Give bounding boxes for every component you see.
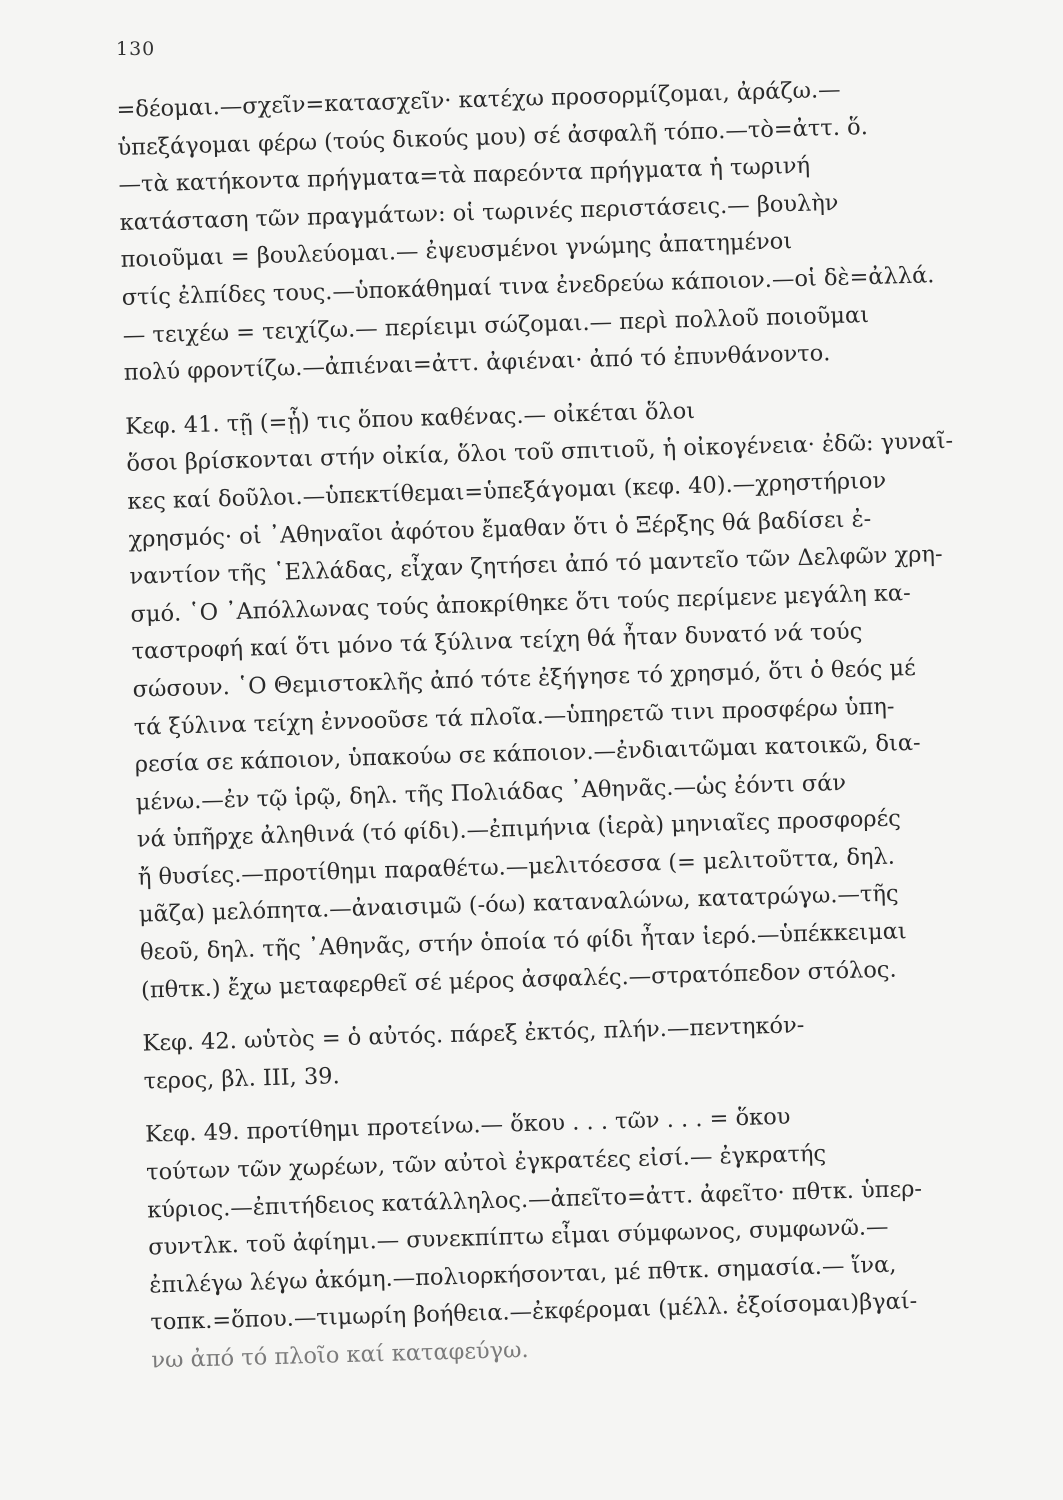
page-number: 130 — [116, 38, 156, 60]
text-line: στίς ἐλπίδες τους.—ὑποκάθημαί τινα ἐνεδρεύω κάποιον.—οἱ δὲ=ἀλλά. — [121, 262, 935, 311]
text-line: ρεσία σε κάποιον, ὑπακούω σε κάποιον.—ἐνδιαιτῶμαι κατοικῶ, δια- — [134, 729, 921, 778]
text-line: μένω.—ἐν τῷ ἱρῷ, δηλ. τῆς Πολιάδας ᾿Αθηνᾶς.—ὡς ἐόντι σάν — [135, 769, 847, 816]
text-line: ναντίον τῆς ῾Ελλάδας, εἶχαν ζητήσει ἀπό τό μαντεῖο τῶν Δελφῶν χρη- — [129, 541, 943, 590]
text-line: τά ξύλινα τείχη ἐννοοῦσε τά πλοῖα.—ὑπηρετῶ τινι προσφέρω ὑπη- — [133, 693, 895, 741]
text-line: σμό. ῾Ο ᾿Απόλλωνας τούς ἀποκρίθηκε ὅτι τούς περίμενε μεγάλη κα- — [130, 579, 911, 628]
text-line: ἐπιλέγω λέγω ἀκόμη.—πολιορκήσονται, μέ πθτκ. σημασία.— ἵνα, — [148, 1251, 897, 1299]
text-line: =δέομαι.—σχεῖν=κατασχεῖν· κατέχω προσορμίζομαι, ἀράζω.— — [116, 76, 841, 123]
text-line: τούτων τῶν χωρέων, τῶν αὐτοὶ ἐγκρατέες εἰσί.— ἐγκρατής — [145, 1140, 827, 1186]
text-line: μᾶζα) μελόπητα.—ἀναισιμῶ (-όω) καταναλώνω, κατατρώγω.—τῆς — [138, 880, 899, 929]
text-line: χρησμός· οἱ ᾿Αθηναῖοι ἀφότου ἔμαθαν ὅτι ὁ Ξέρξης θά βαδίσει ἐ- — [128, 505, 872, 553]
chapter-41-heading-line: Κεφ. 41. τῇ (=ᾗ) τις ὅπου καθένας.— οἰκέται ὅλοι — [124, 397, 696, 440]
text-line: — τειχέω = τειχίζω.— περίειμι σώζομαι.— περὶ πολλοῦ ποιοῦμαι — [122, 301, 870, 349]
text-line: τοπκ.=ὅπου.—τιμωρίη βοήθεια.—ἐκφέρομαι (μέλλ. ἐξοίσομαι)βγαί- — [150, 1288, 918, 1336]
chapter-49-heading-line: Κεφ. 49. προτίθημι προτείνω.— ὅκου . . . τῶν . . . = ὅκου — [144, 1104, 791, 1149]
text-line: θεοῦ, δηλ. τῆς ᾿Αθηνᾶς, στήν ὁποία τό φίδι ἦταν ἱερό.—ὑπέκκειμαι — [139, 918, 908, 966]
text-line: συντλκ. τοῦ ἀφίημι.— συνεκπίπτω εἶμαι σύμφωνος, συμφωνῶ.— — [147, 1214, 889, 1261]
text-line: —τὰ κατήκοντα πρήγματα=τὰ παρεόντα πρήγματα ἡ τωρινή — [118, 152, 811, 199]
text-line: νω ἀπό τό πλοῖο καί καταφεύγω. — [151, 1336, 529, 1374]
text-line: ὅσοι βρίσκονται στήν οἰκία, ὅλοι τοῦ σπιτιοῦ, ἡ οἰκογένεια· ἐδῶ: γυναῖ- — [126, 428, 954, 478]
text-line: κατάσταση τῶν πραγμάτων: οἱ τωρινές περιστάσεις.— βουλὴν — [119, 189, 839, 236]
commentary-text — [116, 67, 1036, 1380]
text-line: ποιοῦμαι = βουλεύομαι.— ἐψευσμένοι γνώμης ἀπατημένοι — [120, 228, 793, 274]
text-line: πολύ φροντίζω.—ἀπιέναι=ἀττ. ἀφιέναι· ἀπό τό ἐπυνθάνοντο. — [123, 340, 831, 387]
text-line: ὑπεξάγομαι φέρω (τούς δικούς μου) σέ ἀσφαλῆ τόπο.—τὸ=ἀττ. ὅ. — [117, 113, 869, 161]
text-line: (πθτκ.) ἔχω μεταφερθεῖ σέ μέρος ἀσφαλές.—στρατόπεδον στόλος. — [140, 956, 897, 1004]
text-line: τερος, βλ. ΙΙΙ, 39. — [143, 1062, 341, 1095]
text-line: κύριος.—ἐπιτήδειος κατάλληλος.—ἀπεῖτο=ἀττ. ἀφεῖτο· πθτκ. ὑπερ- — [146, 1175, 923, 1224]
text-line: κες καί δοῦλοι.—ὑπεκτίθεμαι=ὑπεξάγομαι (κεφ. 40).—χρηστήριον — [127, 467, 887, 515]
text-line: σώσουν. ῾Ο Θεμιστοκλῆς ἀπό τότε ἐξήγησε τό χρησμό, ὅτι ὁ θεός μέ — [132, 654, 917, 703]
text-line: νά ὑπῆρχε ἀληθινά (τό φίδι).—ἐπιμήνια (ἱερὰ) μηνιαῖες προσφορές — [136, 805, 902, 853]
text-line: ἤ θυσίες.—προτίθημι παραθέτω.—μελιτόεσσα (= μελιτοῦττα, δηλ. — [137, 843, 896, 891]
text-line: ταστροφή καί ὅτι μόνο τά ξύλινα τείχη θά ἦταν δυνατό νά τούς — [131, 618, 863, 666]
chapter-42-heading-line: Κεφ. 42. ωὑτὸς = ὁ αὐτός. πάρεξ ἐκτός, πλήν.—πεντηκόν- — [142, 1012, 805, 1057]
